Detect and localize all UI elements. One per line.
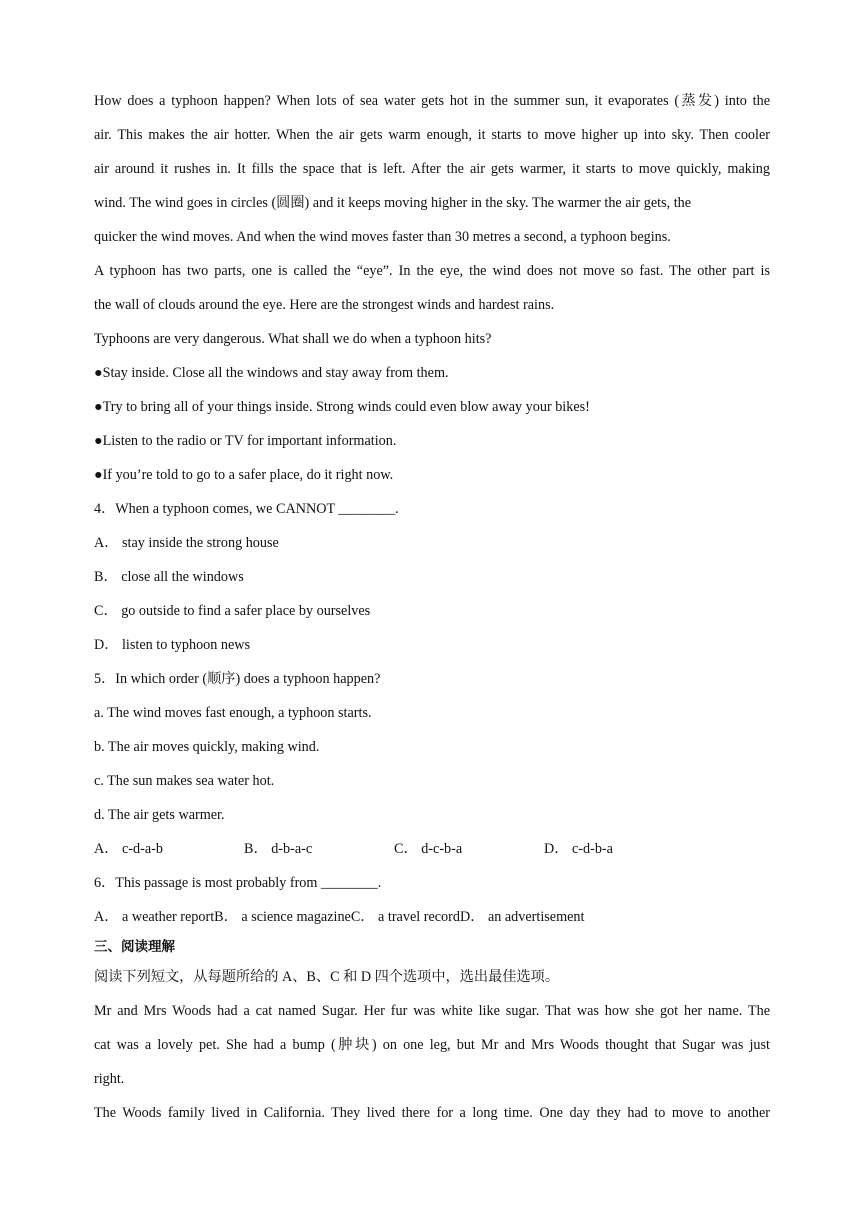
passage-line: cat was a lovely pet. She had a bump (肿块) on one leg, but Mr and Mrs Woods thought that Sugar was just (94, 1037, 770, 1053)
passage-line: air. This makes the air hotter. When the air gets warm enough, it starts to move higher up into sky. Then cooler (94, 127, 770, 143)
bullet-item: ●If you’re told to go to a safer place, do it right now. (94, 467, 394, 483)
order-item: c. The sun makes sea water hot. (94, 773, 275, 789)
section-heading: 三、阅读理解 (94, 939, 175, 955)
passage-line: wind. The wind goes in circles (圆圈) and it keeps moving higher in the sky. The warmer the air gets, the (94, 195, 692, 211)
option-d: D． listen to typhoon news (94, 637, 251, 653)
bullet-item: ●Stay inside. Close all the windows and stay away from them. (94, 365, 449, 381)
passage-line: How does a typhoon happen? When lots of sea water gets hot in the summer sun, it evaporates (蒸发) into the (94, 93, 770, 109)
question-stem: 5．In which order (顺序) does a typhoon happen? (94, 671, 381, 687)
option-a: A． a weather report (94, 909, 215, 925)
option-d: D． c-d-b-a (544, 841, 613, 857)
option-d: D． an advertisement (459, 909, 585, 925)
option-c: C． go outside to find a safer place by ourselves (94, 603, 371, 619)
question-stem: 6．This passage is most probably from ________. (94, 875, 382, 891)
section-reading (94, 934, 770, 1130)
passage-line: the wall of clouds around the eye. Here are the strongest winds and hardest rains. (94, 297, 555, 313)
order-item: b. The air moves quickly, making wind. (94, 739, 320, 755)
passage-typhoon (94, 84, 770, 492)
passage-line: The Woods family lived in California. They lived there for a long time. One day they had to move to another (94, 1105, 770, 1121)
passage-line: right. (94, 1071, 125, 1087)
passage-line: Typhoons are very dangerous. What shall we do when a typhoon hits? (94, 331, 492, 347)
bullet-item: ●Try to bring all of your things inside. Strong winds could even blow away your bikes! (94, 399, 590, 415)
option-a: A． c-d-a-b (94, 841, 163, 857)
question-4 (94, 492, 770, 662)
option-b: B． d-b-a-c (244, 841, 313, 857)
option-c: C． a travel record (350, 909, 460, 925)
question-6 (94, 866, 770, 934)
passage-line: quicker the wind moves. And when the wind moves faster than 30 metres a second, a typhoon begins. (94, 229, 671, 245)
options-row (94, 832, 770, 866)
question-5 (94, 662, 770, 866)
option-c: C． d-c-b-a (394, 841, 463, 857)
passage-line: A typhoon has two parts, one is called the “eye”. In the eye, the wind does not move so fast. The other part is (94, 263, 770, 279)
option-b: B． close all the windows (94, 569, 244, 585)
option-a: A． stay inside the strong house (94, 535, 279, 551)
options-row (94, 900, 770, 934)
document-page (94, 84, 770, 1130)
section-instruction: 阅读下列短文，从每题所给的 A、B、C 和 D 四个选项中，选出最佳选项。 (94, 969, 560, 985)
question-stem: 4．When a typhoon comes, we CANNOT ________. (94, 501, 399, 517)
option-b: B． a science magazine (214, 909, 351, 925)
passage-line: Mr and Mrs Woods had a cat named Sugar. Her fur was white like sugar. That was how she got her name. The (94, 1003, 770, 1019)
order-item: a. The wind moves fast enough, a typhoon starts. (94, 705, 372, 721)
bullet-item: ●Listen to the radio or TV for important information. (94, 433, 397, 449)
order-item: d. The air gets warmer. (94, 807, 225, 823)
passage-line: air around it rushes in. It fills the space that is left. After the air gets warmer, it starts to move quickly, making (94, 161, 770, 177)
